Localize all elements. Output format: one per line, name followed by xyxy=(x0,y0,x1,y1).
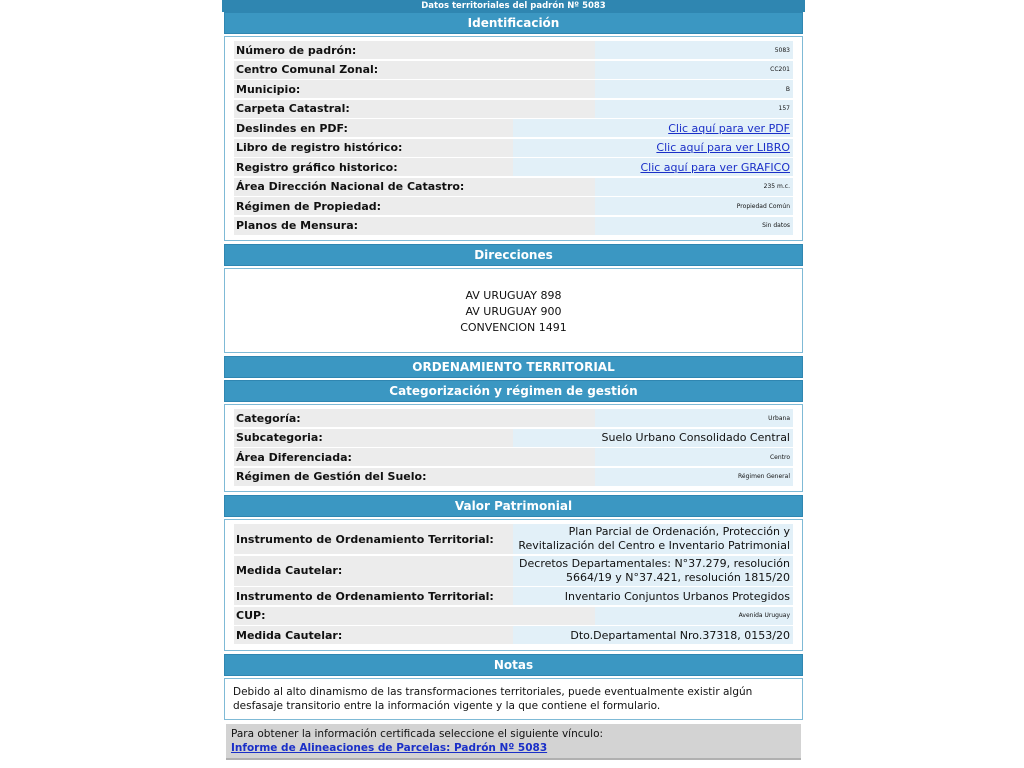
value: 157 xyxy=(595,100,793,118)
row-area-diferenciada xyxy=(234,448,793,466)
address-line: AV URUGUAY 898 xyxy=(465,289,562,302)
row-deslindes-pdf xyxy=(234,119,793,137)
label: Medida Cautelar: xyxy=(234,626,513,644)
row-categoria xyxy=(234,409,793,427)
section-notas-header: Notas xyxy=(224,654,803,676)
value-cell xyxy=(513,158,793,176)
value: Dto.Departamental Nro.37318, 0153/20 xyxy=(513,626,793,644)
ver-grafico-link[interactable]: Clic aquí para ver GRAFICO xyxy=(640,160,790,174)
value-line: 5664/19 y N°37.421, resolución 1815/20 xyxy=(566,570,790,584)
value-cell xyxy=(513,139,793,157)
row-cup xyxy=(234,607,793,625)
ver-pdf-link[interactable]: Clic aquí para ver PDF xyxy=(668,121,790,135)
label: Libro de registro histórico: xyxy=(234,139,513,157)
value: Suelo Urbano Consolidado Central xyxy=(513,429,793,447)
value: Régimen General xyxy=(595,468,793,486)
identificacion-box xyxy=(224,36,803,241)
value: Propiedad Común xyxy=(595,197,793,215)
section-valor-header: Valor Patrimonial xyxy=(224,495,803,517)
row-regimen-propiedad xyxy=(234,197,793,215)
direcciones-box xyxy=(224,268,803,353)
value xyxy=(513,556,793,586)
value: Avenida Uruguay xyxy=(595,607,793,625)
row-instrumento-2 xyxy=(234,587,793,605)
ver-libro-link[interactable]: Clic aquí para ver LIBRO xyxy=(656,141,790,154)
value: Sin datos xyxy=(595,217,793,235)
address-line: AV URUGUAY 900 xyxy=(465,305,562,318)
categorizacion-box xyxy=(224,404,803,492)
label: Instrumento de Ordenamiento Territorial: xyxy=(234,524,513,554)
row-planos-mensura xyxy=(234,217,793,235)
value: Centro xyxy=(595,448,793,466)
section-categorizacion-header: Categorización y régimen de gestión xyxy=(224,380,803,402)
valor-box xyxy=(224,519,803,651)
row-medida-cautelar-1 xyxy=(234,556,793,586)
label: Área Diferenciada: xyxy=(234,448,595,466)
row-numero-padron xyxy=(234,41,793,59)
value: B xyxy=(595,80,793,98)
value-line: Decretos Departamentales: N°37.279, resolución xyxy=(519,556,790,570)
label: Carpeta Catastral: xyxy=(234,100,595,118)
label: Planos de Mensura: xyxy=(234,217,595,235)
label: Municipio: xyxy=(234,80,595,98)
padron-panel xyxy=(222,0,805,760)
informe-alineaciones-link[interactable]: Informe de Alineaciones de Parcelas: Padrón Nº 5083 xyxy=(231,741,548,754)
value-line: Plan Parcial de Ordenación, Protección y xyxy=(568,525,790,538)
section-direcciones-header: Direcciones xyxy=(224,244,803,266)
row-registro-grafico xyxy=(234,158,793,176)
row-centro-comunal xyxy=(234,61,793,79)
label: Centro Comunal Zonal: xyxy=(234,61,595,79)
top-title: Datos territoriales del padrón Nº 5083 xyxy=(222,0,805,12)
row-libro-registro xyxy=(234,139,793,157)
label: Categoría: xyxy=(234,409,595,427)
label: Instrumento de Ordenamiento Territorial: xyxy=(234,587,513,605)
label: Área Dirección Nacional de Catastro: xyxy=(234,178,595,196)
row-area-catastro xyxy=(234,178,793,196)
row-carpeta-catastral xyxy=(234,100,793,118)
label: Medida Cautelar: xyxy=(234,556,513,586)
value: Urbana xyxy=(595,409,793,427)
value: CC201 xyxy=(595,61,793,79)
label: Número de padrón: xyxy=(234,41,595,59)
row-subcategoria xyxy=(234,429,793,447)
value-cell xyxy=(513,119,793,137)
label: Régimen de Propiedad: xyxy=(234,197,595,215)
label: Registro gráfico historico: xyxy=(234,158,513,176)
certificado-box xyxy=(226,724,801,760)
value: Inventario Conjuntos Urbanos Protegidos xyxy=(513,587,793,605)
section-identificacion-header: Identificación xyxy=(224,12,803,34)
row-regimen-gestion xyxy=(234,468,793,486)
label: Régimen de Gestión del Suelo: xyxy=(234,468,595,486)
row-municipio xyxy=(234,80,793,98)
notas-text: Debido al alto dinamismo de las transformaciones territoriales, puede eventualmente existir algún desfasaje transitorio entre la información vigente y la que contiene el formulario. xyxy=(224,678,803,720)
row-medida-cautelar-2 xyxy=(234,626,793,644)
value: 5083 xyxy=(595,41,793,59)
row-instrumento-1 xyxy=(234,524,793,554)
label: CUP: xyxy=(234,607,595,625)
certificado-text: Para obtener la información certificada seleccione el siguiente vínculo: xyxy=(231,727,604,740)
value: 235 m.c. xyxy=(595,178,793,196)
value xyxy=(513,524,793,554)
label: Deslindes en PDF: xyxy=(234,119,513,137)
address-line: CONVENCION 1491 xyxy=(460,321,567,334)
label: Subcategoria: xyxy=(234,429,513,447)
value-line: Revitalización del Centro e Inventario Patrimonial xyxy=(518,539,790,552)
section-ordenamiento-header: ORDENAMIENTO TERRITORIAL xyxy=(224,356,803,378)
